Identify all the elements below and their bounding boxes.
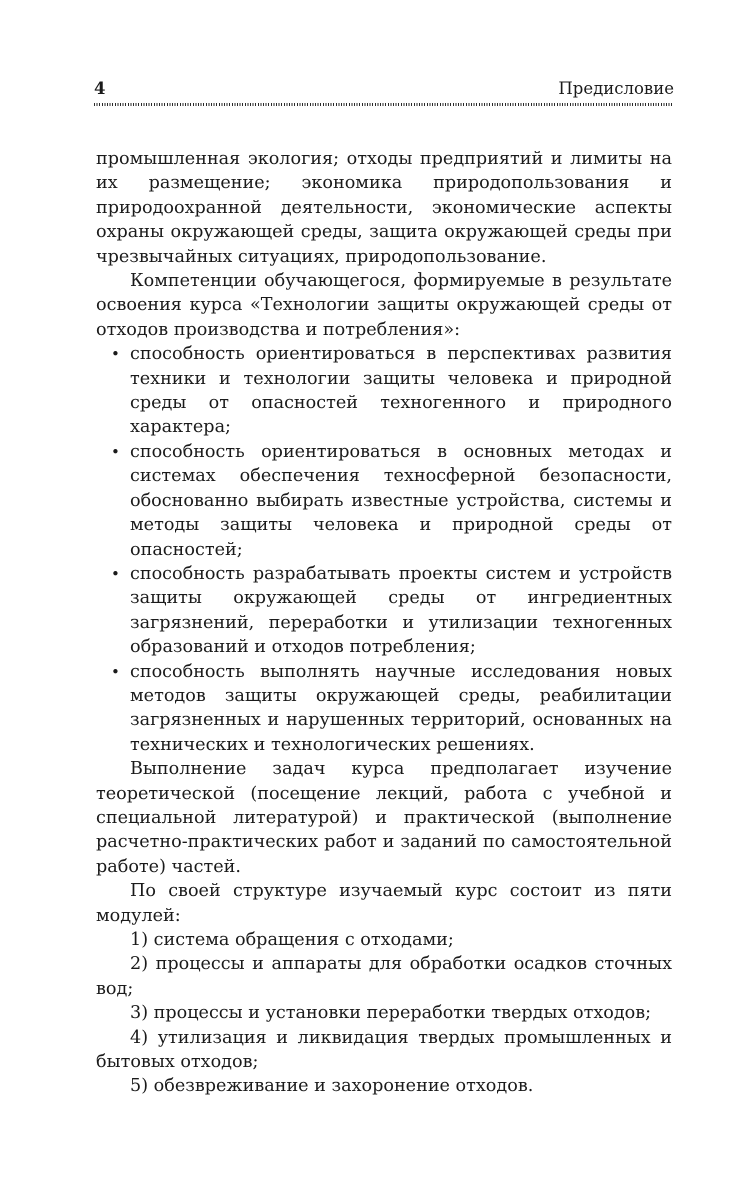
bullet-icon: • <box>111 345 120 364</box>
module-item: 4) утилизация и ликвидация твердых промышленных и бытовых отходов; <box>96 1027 672 1073</box>
list-item <box>96 660 672 758</box>
competencies-list <box>96 342 672 757</box>
paragraph-continued: промышленная экология; отходы предприятий и лимиты на их размещение; экономика природопользования и природоохранной деятельности, экономические аспекты охраны окружающей среды, защита окружающей среды при чрезвычайных ситуациях, природопользование. <box>96 149 672 267</box>
list-item-text: способность разрабатывать проекты систем и устройств защиты окружающей среды от ингредиентных загрязнений, переработки и утилизации техногенных образований и отходов потребления; <box>130 563 672 658</box>
bullet-icon: • <box>111 442 120 461</box>
list-item <box>96 342 672 440</box>
bullet-icon: • <box>111 564 120 583</box>
module-item: 3) процессы и установки переработки твердых отходов; <box>130 1003 652 1024</box>
list-item <box>96 440 672 562</box>
module-item: 1) система обращения с отходами; <box>130 930 454 950</box>
list-item-text: способность ориентироваться в основных методах и системах обеспечения техносферной безопасности, обоснованно выбирать известные устройства, системы и методы защиты человека и природной среды от опасностей; <box>130 441 672 560</box>
list-item-text: способность ориентироваться в перспективах развития техники и технологии защиты человека и природной среды от опасностей техногенного и природного характера; <box>130 344 672 438</box>
paragraph-course-tasks: Выполнение задач курса предполагает изучение теоретической (посещение лекций, работа с учебной и специальной литературой) и практической (выполнение расчетно-практических работ и заданий по самостоятельной работе) частей. <box>96 759 672 877</box>
running-head <box>94 78 674 100</box>
paragraph-course-structure: По своей структуре изучаемый курс состоит из пяти модулей: <box>96 881 672 926</box>
module-item: 2) процессы и аппараты для обработки осадков сточных вод; <box>96 954 672 999</box>
bullet-icon: • <box>111 662 120 681</box>
header-rule <box>94 103 674 106</box>
list-item <box>96 562 672 660</box>
paragraph-competencies-intro: Компетенции обучающегося, формируемые в результате освоения курса «Технологии защиты окружающей среды от отходов производства и потребления»: <box>96 271 672 340</box>
module-item: 5) обезвреживание и захоронение отходов. <box>130 1076 534 1097</box>
body-text <box>96 147 672 1099</box>
page-number: 4 <box>94 79 106 98</box>
running-title: Предисловие <box>558 79 674 98</box>
list-item-text: способность выполнять научные исследования новых методов защиты окружающей среды, реабилитации загрязненных и нарушенных территорий, основанных на технических и технологических решениях. <box>130 661 672 755</box>
